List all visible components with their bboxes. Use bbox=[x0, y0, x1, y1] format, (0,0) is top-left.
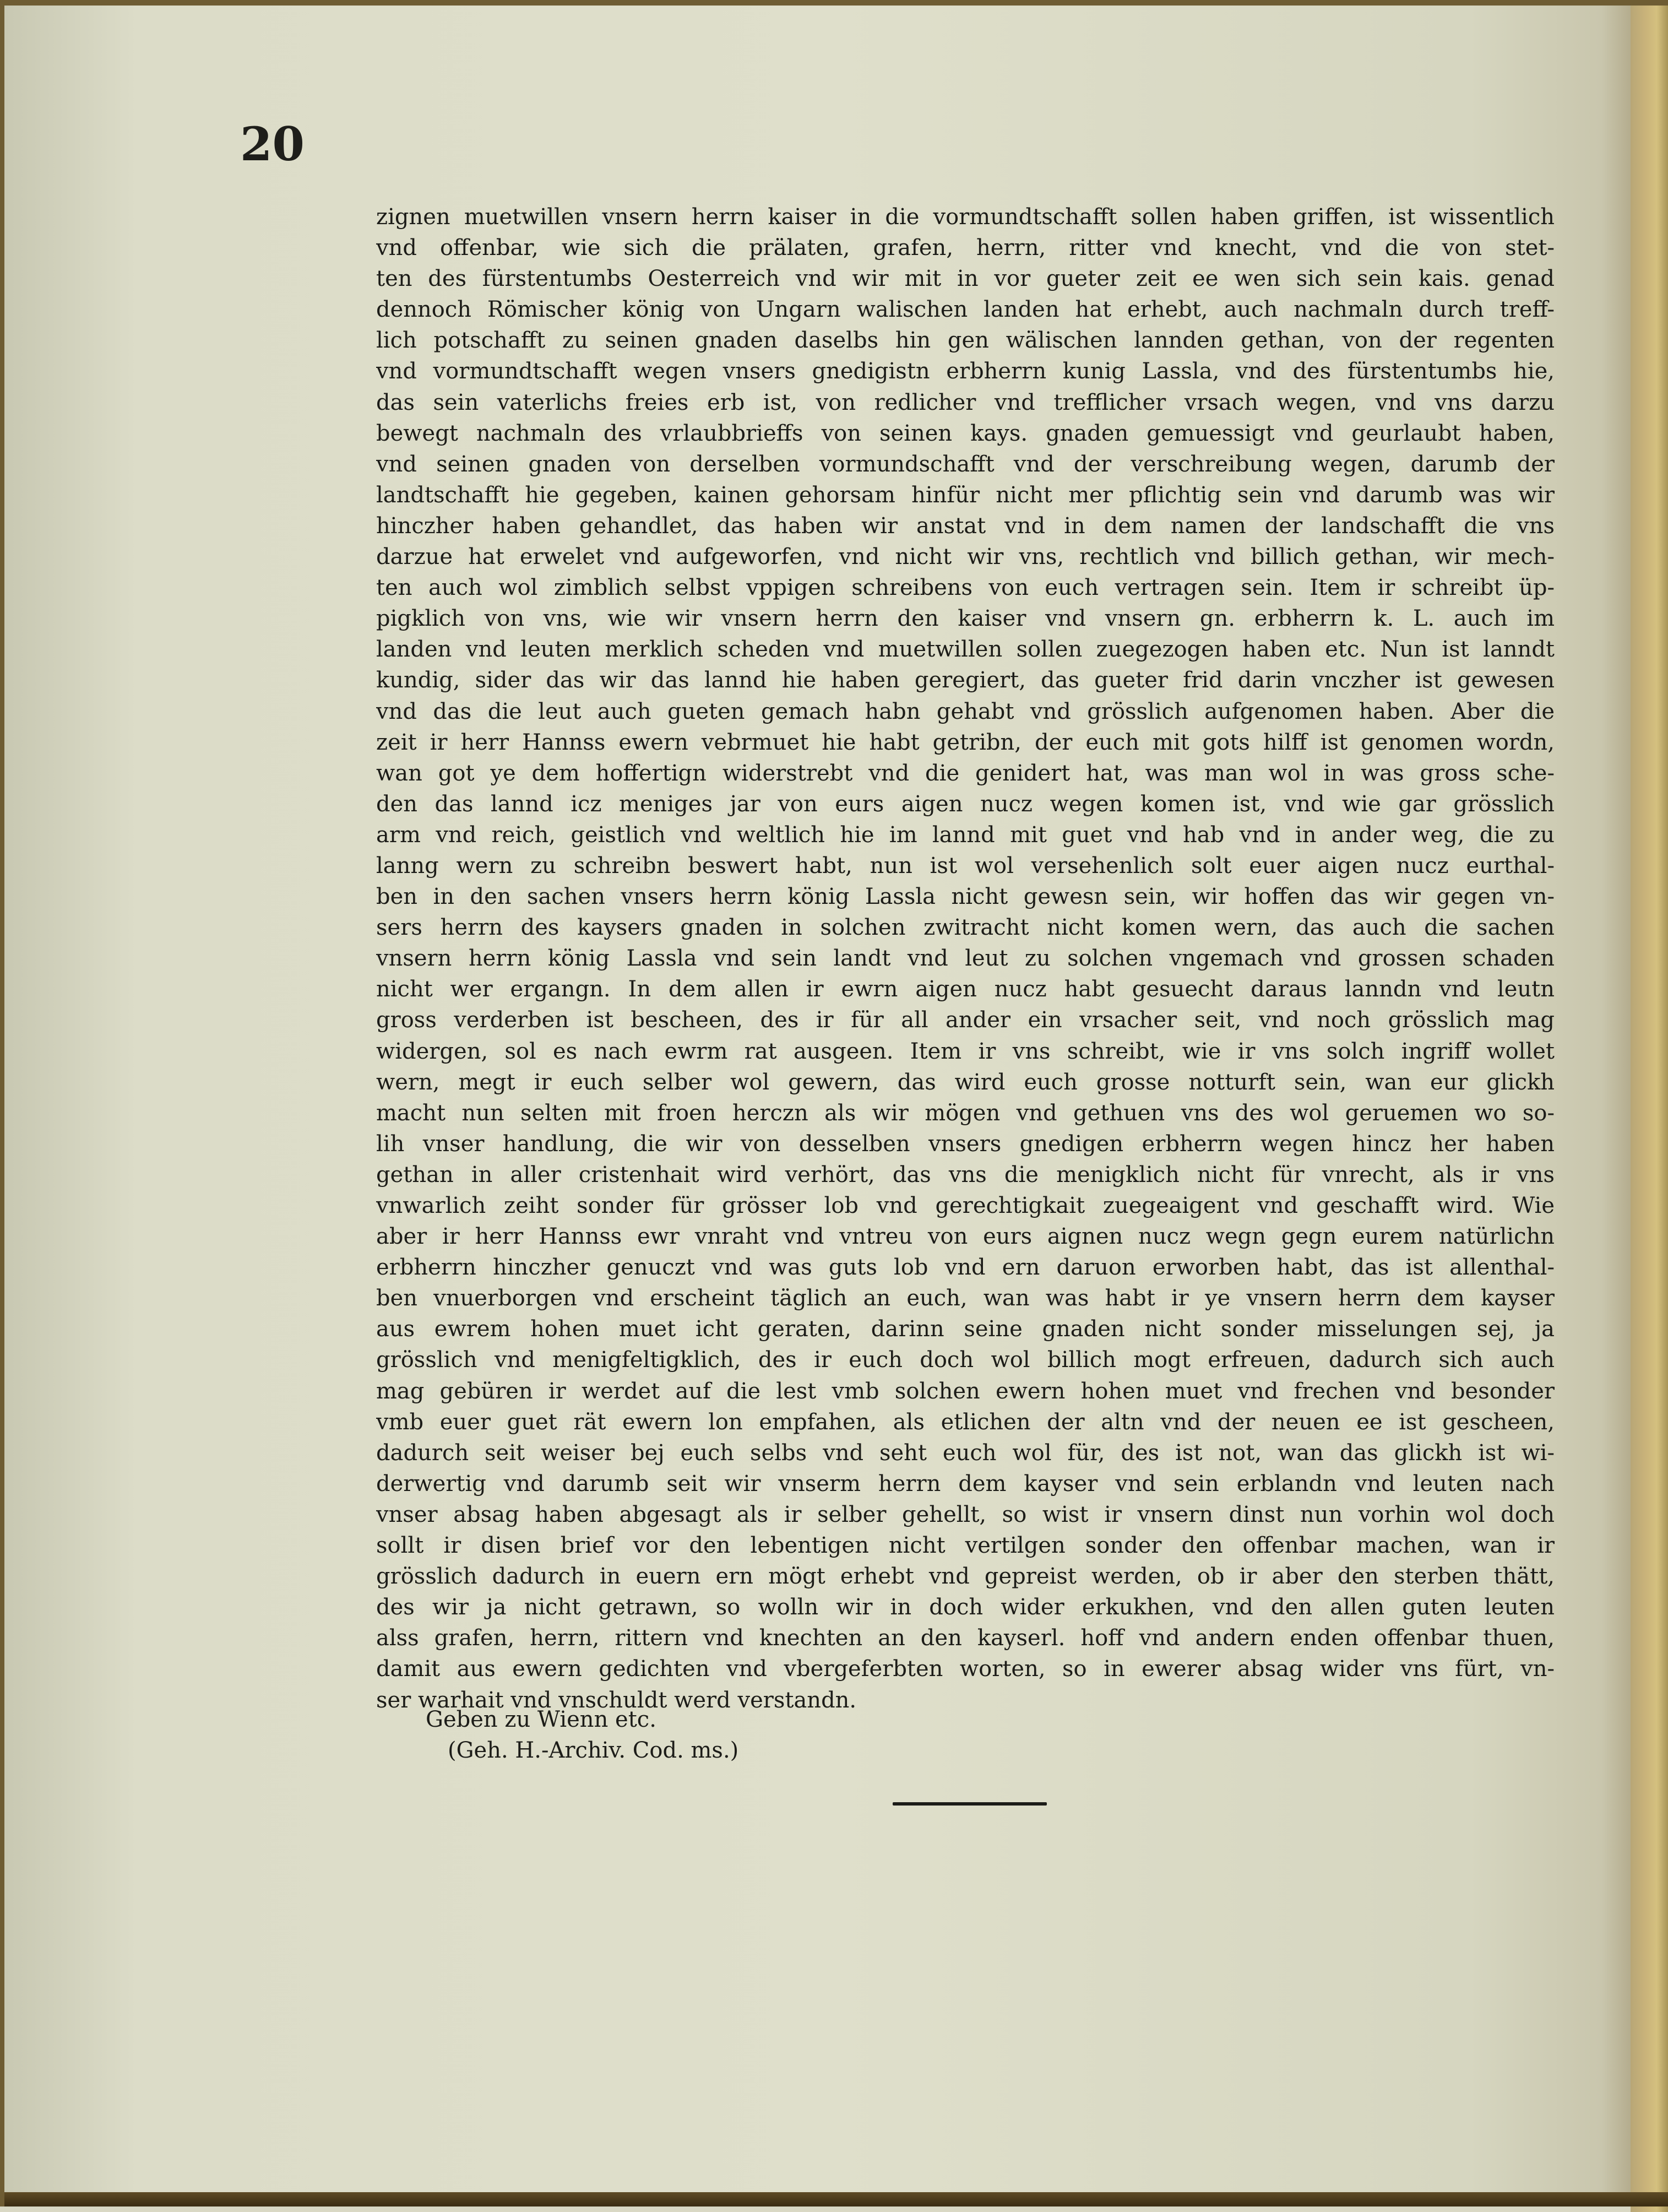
body-text bbox=[376, 202, 1555, 1716]
closing-block bbox=[426, 1704, 738, 1766]
text-line: hinczher haben gehandlet, das haben wir anstat vnd in dem namen der landschafft die vns bbox=[376, 513, 1555, 539]
text-line: das sein vaterlichs freies erb ist, von redlicher vnd trefflicher vrsach wegen, vnd vns darzu bbox=[376, 389, 1555, 415]
text-line: pigklich von vns, wie wir vnsern herrn den kaiser vnd vnsern gn. erbherrn k. L. auch im bbox=[376, 606, 1555, 632]
text-line: widergen, sol es nach ewrm rat ausgeen. Item ir vns schreibt, wie ir vns solch ingriff wollet bbox=[376, 1038, 1555, 1064]
text-line: ben in den sachen vnsers herrn könig Lassla nicht gewesn sein, wir hoffen das wir gegen vn- bbox=[376, 884, 1555, 910]
text-line: wern, megt ir euch selber wol gewern, das wird euch grosse notturft sein, wan eur glickh bbox=[376, 1069, 1555, 1095]
text-line: grösslich dadurch in euern ern mögt erhebt vnd gepreist werden, ob ir aber den sterben thätt, bbox=[376, 1564, 1555, 1590]
text-line: derwertig vnd darumb seit wir vnserm herrn dem kayser vnd sein erblandn vnd leuten nach bbox=[376, 1471, 1555, 1497]
text-line: lih vnser handlung, die wir von desselben vnsers gnedigen erbherrn wegen hincz her haben bbox=[376, 1131, 1555, 1157]
text-line: vnd vormundtschafft wegen vnsers gnedigistn erbherrn kunig Lassla, vnd des fürstentumbs hie, bbox=[376, 359, 1555, 384]
text-line: ben vnuerborgen vnd erscheint täglich an euch, wan was habt ir ye vnsern herrn dem kayser bbox=[376, 1286, 1555, 1311]
text-line: vnsern herrn könig Lassla vnd sein landt vnd leut zu solchen vngemach vnd grossen schaden bbox=[376, 946, 1555, 972]
text-line: aber ir herr Hannss ewr vnraht vnd vntreu von eurs aignen nucz wegn gegn eurem natürlichn bbox=[376, 1224, 1555, 1250]
text-line: alss grafen, herrn, rittern vnd knechten an den kayserl. hoff vnd andern enden offenbar thuen, bbox=[376, 1625, 1555, 1651]
text-line: erbherrn hinczher genuczt vnd was guts lob vnd ern daruon erworben habt, das ist allenthal- bbox=[376, 1255, 1555, 1281]
end-rule bbox=[893, 1802, 1047, 1806]
text-line: grösslich vnd menigfeltigklich, des ir euch doch wol billich mogt erfreuen, dadurch sich auch bbox=[376, 1347, 1555, 1373]
text-line: vnd offenbar, wie sich die prälaten, grafen, herrn, ritter vnd knecht, vnd die von stet- bbox=[376, 235, 1555, 261]
text-line: wan got ye dem hoffertign widerstrebt vnd die genidert hat, was man wol in was gross sche- bbox=[376, 760, 1555, 786]
text-line: ten des fürstentumbs Oesterreich vnd wir mit in vor gueter zeit ee wen sich sein kais. genad bbox=[376, 266, 1555, 292]
text-line: aus ewrem hohen muet icht geraten, darinn seine gnaden nicht sonder misselungen sej, ja bbox=[376, 1316, 1555, 1342]
text-line: lanng wern zu schreibn beswert habt, nun ist wol versehenlich solt euer aigen nucz eurthal- bbox=[376, 853, 1555, 879]
text-line: damit aus ewern gedichten vnd vbergeferbten worten, so in ewerer absag wider vns fürt, vn- bbox=[376, 1656, 1555, 1682]
text-line: macht nun selten mit froen herczn als wir mögen vnd gethuen vns des wol geruemen wo so- bbox=[376, 1100, 1555, 1126]
text-line: sers herrn des kaysers gnaden in solchen zwitracht nicht komen wern, das auch die sachen bbox=[376, 915, 1555, 941]
text-line: vnwarlich zeiht sonder für grösser lob vnd gerechtigkait zuegeaigent vnd geschafft wird. Wie bbox=[376, 1193, 1555, 1218]
page-edge bbox=[4, 2192, 1668, 2206]
text-line: dennoch Römischer könig von Ungarn walischen landen hat erhebt, auch nachmaln durch treff- bbox=[376, 297, 1555, 323]
text-line: dadurch seit weiser bej euch selbs vnd seht euch wol für, des ist not, wan das glickh ist wi- bbox=[376, 1440, 1555, 1466]
text-line: den das lannd icz meniges jar von eurs aigen nucz wegen komen ist, vnd wie gar grösslich bbox=[376, 791, 1555, 817]
text-line: mag gebüren ir werdet auf die lest vmb solchen ewern hohen muet vnd frechen vnd besonder bbox=[376, 1378, 1555, 1404]
page-number: 20 bbox=[240, 117, 305, 171]
text-line: vnser absag haben abgesagt als ir selber gehellt, so wist ir vnsern dinst nun vorhin wol doch bbox=[376, 1501, 1555, 1527]
text-line: gethan in aller cristenhait wird verhört, das vns die menigklich nicht für vnrecht, als ir vns bbox=[376, 1162, 1555, 1188]
text-line: arm vnd reich, geistlich vnd weltlich hie im lannd mit guet vnd hab vnd in ander weg, die zu bbox=[376, 822, 1555, 848]
text-line: gross verderben ist bescheen, des ir für all ander ein vrsacher seit, vnd noch grösslich mag bbox=[376, 1007, 1555, 1033]
text-line: vnd seinen gnaden von derselben vormundschafft vnd der verschreibung wegen, darumb der bbox=[376, 451, 1555, 477]
text-line: zignen muetwillen vnsern herrn kaiser in die vormundtschafft sollen haben griffen, ist wissentlich bbox=[376, 204, 1555, 230]
text-line: vnd das die leut auch gueten gemach habn gehabt vnd grösslich aufgenomen haben. Aber die bbox=[376, 698, 1555, 724]
text-line: bewegt nachmaln des vrlaubbrieffs von seinen kays. gnaden gemuessigt vnd geurlaubt haben, bbox=[376, 420, 1555, 446]
text-line: zeit ir herr Hannss ewern vebrmuet hie habt getribn, der euch mit gots hilff ist genomen wordn, bbox=[376, 729, 1555, 755]
text-line: vmb euer guet rät ewern lon empfahen, als etlichen der altn vnd der neuen ee ist gescheen, bbox=[376, 1409, 1555, 1435]
text-line: lich potschafft zu seinen gnaden daselbs hin gen wälischen lannden gethan, von der regenten bbox=[376, 328, 1555, 354]
text-line: ten auch wol zimblich selbst vppigen schreibens von euch vertragen sein. Item ir schreibt üp- bbox=[376, 575, 1555, 601]
text-line: des wir ja nicht getrawn, so wolln wir in doch wider erkukhen, vnd den allen guten leuten bbox=[376, 1595, 1555, 1620]
text-line: ser warhait vnd vnschuldt werd verstandn. bbox=[376, 1687, 857, 1713]
text-line: landtschafft hie gegeben, kainen gehorsam hinfür nicht mer pflichtig sein vnd darumb was wir bbox=[376, 482, 1555, 508]
text-line: sollt ir disen brief vor den lebentigen nicht vertilgen sonder den offenbar machen, wan ir bbox=[376, 1533, 1555, 1559]
source-note: (Geh. H.-Archiv. Cod. ms.) bbox=[448, 1738, 739, 1763]
text-line: landen vnd leuten merklich scheden vnd muetwillen sollen zuegezogen haben etc. Nun ist lanndt bbox=[376, 637, 1555, 663]
text-line: nicht wer ergangn. In dem allen ir ewrn aigen nucz habt gesuecht daraus lanndn vnd leutn bbox=[376, 977, 1555, 1002]
closing-line: Geben zu Wienn etc. bbox=[426, 1707, 656, 1732]
text-line: kundig, sider das wir das lannd hie haben geregiert, das gueter frid darin vnczher ist gewesen bbox=[376, 668, 1555, 693]
text-line: darzue hat erwelet vnd aufgeworfen, vnd nicht wir vns, rechtlich vnd billich gethan, wir mech- bbox=[376, 544, 1555, 570]
book-spine bbox=[1631, 6, 1668, 2212]
